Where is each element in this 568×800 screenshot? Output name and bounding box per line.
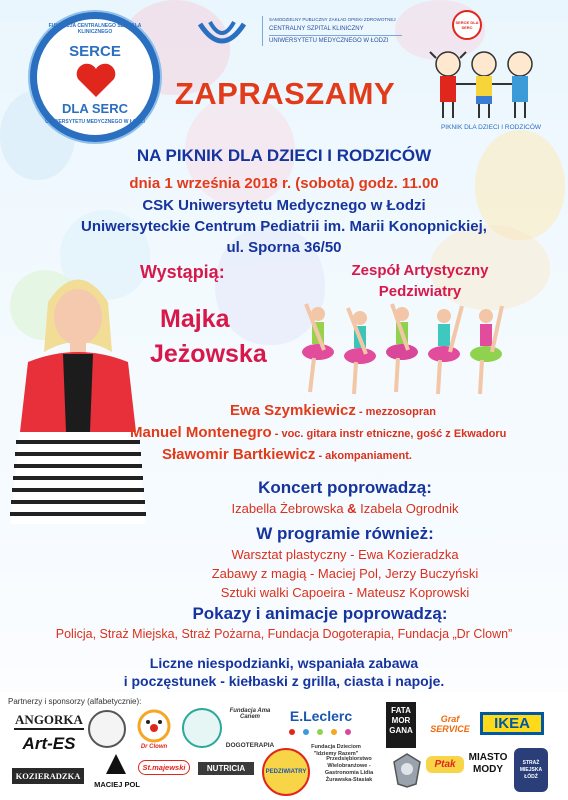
star-first-name: Majka [160, 305, 230, 333]
group-name-line1: Zespół Artystyczny [351, 262, 489, 279]
concert-host: Izabella Żebrowska [231, 501, 344, 516]
pedziwiatry-badge [262, 748, 310, 796]
sponsor-drclown: Dr Clown [140, 744, 168, 750]
foundation-logo-top: SERCE [69, 43, 121, 60]
concert-hosts [150, 501, 540, 516]
sponsor-pedziwiatry: PEDZIWIATRY [265, 769, 307, 775]
concert-host: Izabela Ogrodnik [360, 501, 459, 516]
performers-label: Wystąpią: [140, 262, 225, 282]
closing-line1: Liczne niespodzianki, wspaniała zabawa [149, 655, 419, 671]
sponsor-ptak: Ptak [426, 756, 464, 773]
foundation-logo-bottom: DLA SERC [62, 101, 128, 116]
artist-role: - voc. gitara instr etniczne, gość z Ekwadoru [271, 428, 507, 440]
sponsor-kozieradzka: KOZIERADZKA [12, 768, 84, 784]
heart-icon [75, 63, 117, 99]
venue-line1: CSK Uniwersytetu Medycznego w Łodzi [142, 197, 426, 214]
sponsors-label: Partnerzy i sponsorzy (alfabetycznie): [8, 697, 142, 706]
sponsor-angorka: ANGORKA [14, 712, 84, 730]
sponsor-maciejpol: MACIEJ POL [94, 780, 140, 789]
closing-line2: i poczęstunek - kiełbaski z grilla, ciasta i napoje. [123, 673, 445, 689]
date-line: dnia 1 września 2018 r. (sobota) godz. 11.00 [129, 175, 439, 192]
sponsor-miastomody: MIASTO MODY [468, 752, 508, 775]
serce-badge-icon [452, 10, 482, 40]
artist-role: - akompaniament. [315, 450, 412, 462]
shows-text: Policja, Straż Miejska, Straż Pożarna, Fundacja Dogoterapia, Fundacja „Dr Clown” [55, 627, 513, 641]
csk-logo-text [262, 16, 402, 46]
shows-title: Pokazy i animacje poprowadzą: [192, 604, 448, 623]
sponsor-nutricia: NUTRICIA [198, 762, 254, 775]
venue-line2: Uniwersyteckie Centrum Pediatrii im. Marii Konopnickiej, [81, 218, 487, 235]
foundation-logo [30, 12, 160, 142]
concert-title: Koncert poprowadzą: [258, 478, 432, 497]
sponsor-dogoterapia: DOGOTERAPIA [225, 742, 275, 749]
sponsor-stmajewski: St.majewski [138, 760, 190, 775]
artist-line [130, 424, 562, 442]
fundacja-seal-icon [88, 710, 126, 748]
group-name-line2: Pedziwiatry [378, 283, 462, 300]
star-last-name: Jeżowska [150, 340, 267, 368]
sponsor-leclerc: E.Leclerc [289, 708, 353, 724]
dog-logo-icon [182, 708, 222, 748]
program-item: Sztuki walki Capoeira - Mateusz Koprowski [220, 585, 470, 600]
children-illustration [428, 42, 544, 122]
program-title: W programie również: [256, 524, 434, 543]
police-badge-icon [392, 752, 422, 788]
children-row-icon [286, 728, 358, 742]
program-item: Zabawy z magią - Maciej Pol, Jerzy Buczyński [211, 566, 479, 581]
sponsor-artes: Art-ES [22, 734, 76, 753]
picnic-caption: PIKNIK DLA DZIECI I RODZICÓW [440, 124, 542, 131]
csk-logo-icon [196, 18, 248, 54]
artist-role: - mezzosopran [355, 406, 436, 418]
maciejpol-icon [104, 752, 128, 776]
artist-name: Ewa Szymkiewicz [230, 402, 356, 419]
sponsor-fatamorgana: FATA MOR GANA [386, 702, 416, 748]
foundation-logo-ring-bottom: UNIWERSYTETU MEDYCZNEGO W ŁODZI [45, 119, 145, 125]
straz-miejska-badge [514, 748, 548, 792]
program-item: Warsztat plastyczny - Ewa Kozieradzka [231, 547, 459, 562]
artist-name: Sławomir Bartkiewicz [162, 446, 316, 463]
foundation-logo-ring-text: FUNDACJA CENTRALNEGO SZPITALA KLINICZNEGO [48, 23, 142, 35]
artist-name: Manuel Montenegro [130, 424, 272, 441]
artist-line [162, 446, 522, 464]
csk-logo-line2: CENTRALNY SZPITAL KLINICZNY [269, 26, 364, 32]
csk-logo-line3: UNIWERSYTETU MEDYCZNEGO W ŁODZI [269, 35, 402, 46]
sponsor-grafservice: Graf SERVICE [430, 714, 470, 734]
csk-logo-line1: SAMODZIELNY PUBLICZNY ZAKŁAD OPIEKI ZDROWOTNEJ [269, 17, 396, 22]
serce-badge-text: SERCE DLA SERC [455, 20, 479, 30]
sponsor-fundacja-dzieci: Fundacja Dzieciom "Idziemy Razem" [311, 744, 361, 757]
venue-line3: ul. Sporna 36/50 [226, 239, 342, 256]
subheadline: NA PIKNIK DLA DZIECI I RODZICÓW [136, 146, 432, 165]
sponsor-straz: STRAŻ MIEJSKA ŁÓDŹ [519, 759, 543, 780]
headline: ZAPRASZAMY [174, 76, 396, 111]
ampersand: & [343, 501, 361, 516]
sponsor-przedsiebiorstwo: Przedsiębiorstwo Wielobranżowe - Gastronomia Lidia Żurawska-Stasiak [324, 756, 374, 783]
artist-line [230, 402, 560, 420]
dancers-photo [296, 300, 508, 400]
sponsor-fundacja-ama: Fundacja Ama Canem [229, 708, 271, 720]
clown-icon [134, 706, 174, 746]
sponsor-ikea: IKEA [480, 712, 544, 735]
singer-photo [8, 262, 148, 527]
